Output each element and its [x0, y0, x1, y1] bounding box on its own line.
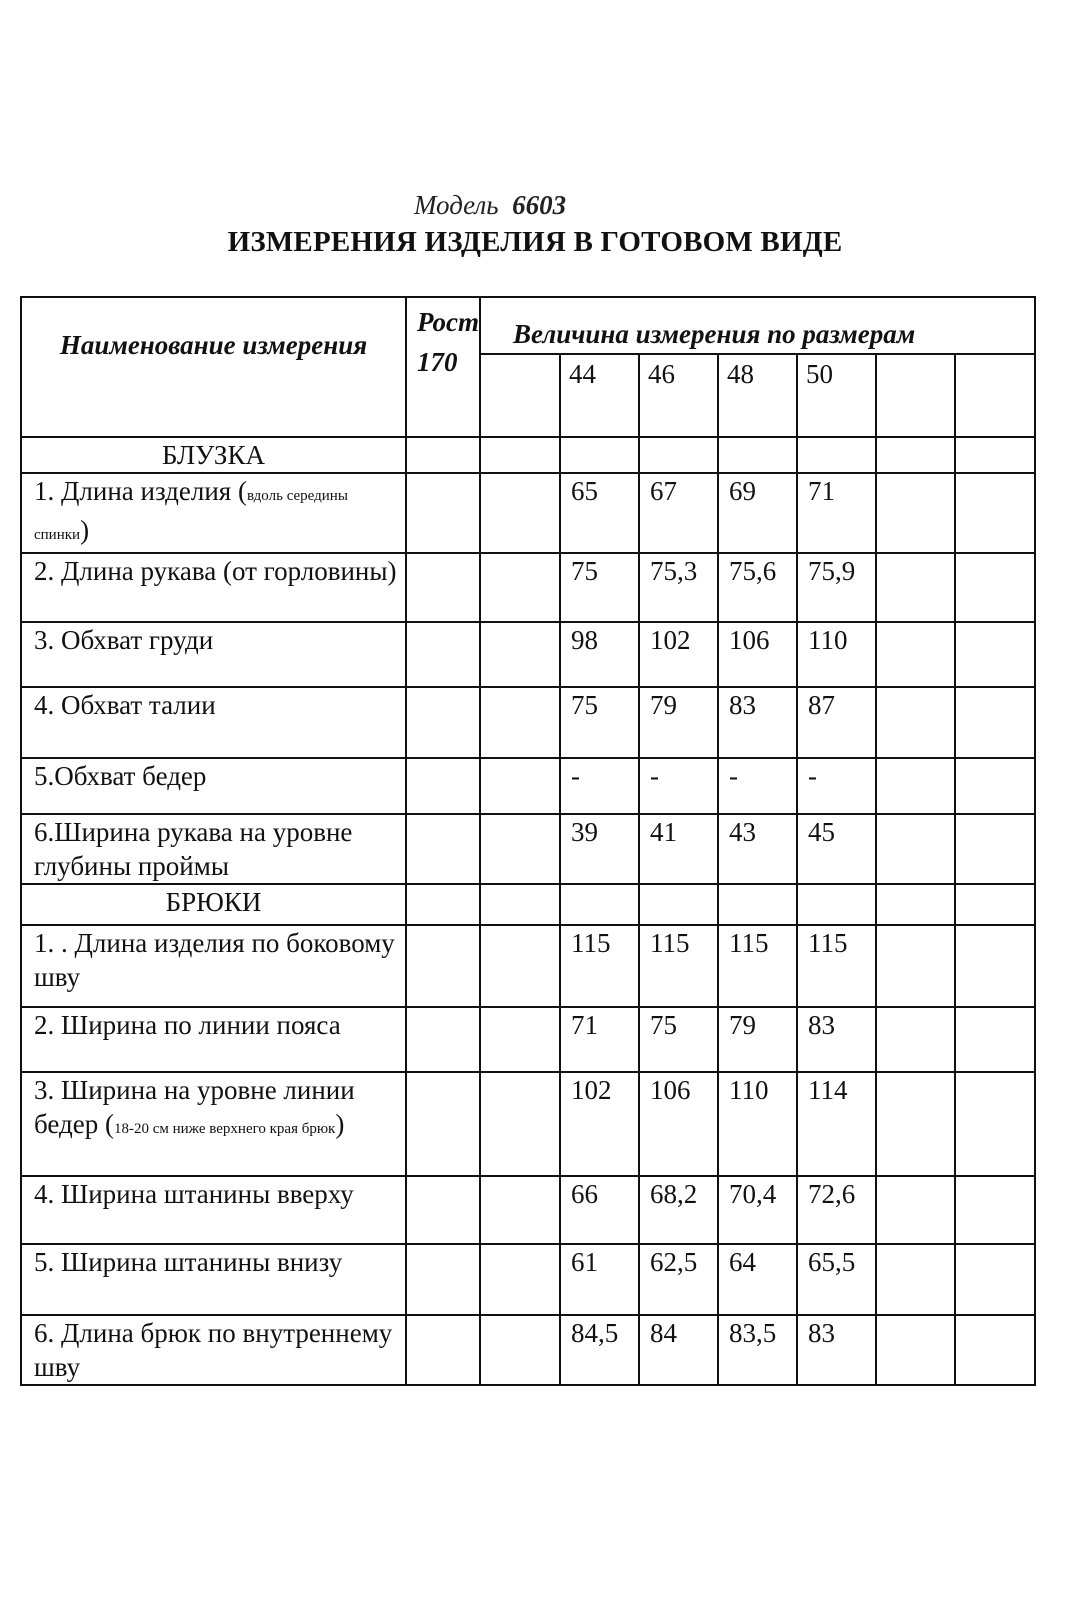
empty-cell [876, 622, 955, 687]
value-cell-size-50: 45 [797, 814, 876, 884]
empty-cell [955, 687, 1035, 758]
rost-cell [406, 1176, 480, 1244]
section-title: БРЮКИ [21, 884, 406, 925]
empty-cell [955, 553, 1035, 622]
value-cell-size-50: 114 [797, 1072, 876, 1176]
empty-cell [480, 437, 560, 473]
value-cell-size-50: 71 [797, 473, 876, 553]
value-cell-size-50: 72,6 [797, 1176, 876, 1244]
empty-cell [480, 814, 560, 884]
value-cell-size-46: 62,5 [639, 1244, 718, 1315]
rost-cell [406, 1244, 480, 1315]
table-row [21, 687, 1035, 758]
empty-cell [480, 884, 560, 925]
rost-cell [406, 1072, 480, 1176]
value-cell-size-48: 110 [718, 1072, 797, 1176]
value-cell-size-50: 87 [797, 687, 876, 758]
value-cell-size-46: 68,2 [639, 1176, 718, 1244]
empty-cell [639, 437, 718, 473]
rost-cell [406, 622, 480, 687]
value-cell-size-50: 115 [797, 925, 876, 1007]
section-row [21, 884, 1035, 925]
empty-cell [876, 758, 955, 814]
table-row [21, 553, 1035, 622]
header-row-1 [21, 297, 1035, 354]
table-row [21, 1244, 1035, 1315]
empty-cell [876, 473, 955, 553]
value-cell-size-50: 83 [797, 1007, 876, 1072]
value-cell-size-44: 39 [560, 814, 639, 884]
rost-cell [406, 553, 480, 622]
table-row [21, 473, 1035, 553]
value-cell-size-44: 98 [560, 622, 639, 687]
measurements-table [20, 296, 1036, 1386]
measurement-label: 6.Ширина рукава на уровне глубины проймы [34, 817, 353, 881]
section-row [21, 437, 1035, 473]
measurement-name [21, 622, 406, 687]
value-cell-size-48: 115 [718, 925, 797, 1007]
rost-value: 170 [417, 347, 458, 377]
measurement-name [21, 758, 406, 814]
measurement-name [21, 925, 406, 1007]
empty-cell [480, 1244, 560, 1315]
measurement-label: 2. Длина рукава (от горловины) [34, 556, 397, 586]
empty-cell [876, 687, 955, 758]
table-row [21, 814, 1035, 884]
empty-cell [480, 925, 560, 1007]
table-row [21, 925, 1035, 1007]
size-cell-empty [955, 354, 1035, 437]
value-cell-size-46: 75,3 [639, 553, 718, 622]
empty-cell [955, 884, 1035, 925]
measurement-note: вдоль середины спинки [34, 488, 348, 543]
value-cell-size-46: 75 [639, 1007, 718, 1072]
value-cell-size-48: 75,6 [718, 553, 797, 622]
model-label: Модель [413, 190, 499, 220]
value-cell-size-50: 83 [797, 1315, 876, 1385]
empty-cell [480, 1007, 560, 1072]
empty-cell [797, 884, 876, 925]
value-cell-size-44: 102 [560, 1072, 639, 1176]
table-row [21, 1315, 1035, 1385]
empty-cell [955, 473, 1035, 553]
value-cell-size-46: 84 [639, 1315, 718, 1385]
value-cell-size-46: 79 [639, 687, 718, 758]
table-row [21, 622, 1035, 687]
value-cell-size-50: 110 [797, 622, 876, 687]
value-cell-size-48: 64 [718, 1244, 797, 1315]
size-50: 50 [797, 354, 876, 437]
measurement-label: 4. Обхват талии [34, 690, 216, 720]
measurement-label: 3. Обхват груди [34, 625, 214, 655]
value-cell-size-48: - [718, 758, 797, 814]
value-cell-size-48: 83,5 [718, 1315, 797, 1385]
model-number: 6603 [512, 190, 567, 220]
empty-cell [876, 1244, 955, 1315]
size-48: 48 [718, 354, 797, 437]
value-cell-size-44: - [560, 758, 639, 814]
empty-cell [718, 437, 797, 473]
value-cell-size-44: 75 [560, 553, 639, 622]
empty-cell [480, 473, 560, 553]
measurement-name [21, 1315, 406, 1385]
measurement-label: 6. Длина брюк по внутреннему шву [34, 1318, 393, 1382]
document-title: ИЗМЕРЕНИЯ ИЗДЕЛИЯ В ГОТОВОМ ВИДЕ [227, 226, 843, 258]
value-cell-size-44: 71 [560, 1007, 639, 1072]
empty-cell [480, 622, 560, 687]
value-cell-size-44: 75 [560, 687, 639, 758]
empty-cell [406, 884, 480, 925]
value-cell-size-46: 41 [639, 814, 718, 884]
empty-cell [480, 687, 560, 758]
rost-cell [406, 814, 480, 884]
empty-cell [560, 437, 639, 473]
value-cell-size-46: 115 [639, 925, 718, 1007]
measurement-name [21, 1072, 406, 1176]
value-cell-size-46: 106 [639, 1072, 718, 1176]
empty-cell [955, 925, 1035, 1007]
table-row [21, 758, 1035, 814]
measurement-label: 1. . Длина изделия по боковому шву [34, 928, 395, 992]
rost-cell [406, 473, 480, 553]
empty-cell [480, 1176, 560, 1244]
empty-cell [876, 1072, 955, 1176]
value-cell-size-44: 66 [560, 1176, 639, 1244]
value-cell-size-48: 69 [718, 473, 797, 553]
empty-cell [480, 1315, 560, 1385]
value-cell-size-44: 61 [560, 1244, 639, 1315]
measurement-label: 4. Ширина штанины вверху [34, 1179, 354, 1209]
table-row [21, 1007, 1035, 1072]
measurement-name [21, 687, 406, 758]
empty-cell [955, 1072, 1035, 1176]
value-cell-size-50: - [797, 758, 876, 814]
measurement-label-end: ) [80, 515, 90, 545]
measurement-name [21, 553, 406, 622]
rost-cell [406, 1315, 480, 1385]
value-cell-size-50: 65,5 [797, 1244, 876, 1315]
empty-cell [876, 437, 955, 473]
measurement-label: 5. Ширина штанины внизу [34, 1247, 343, 1277]
measurement-name [21, 1244, 406, 1315]
rost-label: Рост [417, 307, 480, 337]
empty-cell [876, 1007, 955, 1072]
size-46: 46 [639, 354, 718, 437]
empty-cell [797, 437, 876, 473]
value-cell-size-48: 106 [718, 622, 797, 687]
empty-cell [560, 884, 639, 925]
empty-cell [876, 884, 955, 925]
value-cell-size-44: 65 [560, 473, 639, 553]
model-title [0, 190, 980, 221]
rost-cell [406, 687, 480, 758]
empty-cell [480, 553, 560, 622]
value-cell-size-46: 67 [639, 473, 718, 553]
column-header-values: Величина измерения по размерам [480, 297, 1035, 354]
size-44: 44 [560, 354, 639, 437]
empty-cell [955, 437, 1035, 473]
empty-cell [955, 814, 1035, 884]
empty-cell [718, 884, 797, 925]
value-cell-size-50: 75,9 [797, 553, 876, 622]
measurement-label: 5.Обхват бедер [34, 761, 207, 791]
value-cell-size-48: 79 [718, 1007, 797, 1072]
measurement-label: 1. Длина изделия ( [34, 476, 247, 506]
measurement-note: 18-20 см ниже верхнего края брюк [113, 1121, 336, 1137]
measurement-label-end: ) [335, 1109, 345, 1139]
measurement-name [21, 1007, 406, 1072]
measurement-label: 2. Ширина по линии пояса [34, 1010, 341, 1040]
measurement-label: 3. Ширина на уровне линии бедер ( [34, 1075, 355, 1139]
empty-cell [955, 1315, 1035, 1385]
table-row [21, 1072, 1035, 1176]
table-row [21, 1176, 1035, 1244]
rost-cell [406, 1007, 480, 1072]
rost-cell [406, 758, 480, 814]
empty-cell [876, 1315, 955, 1385]
empty-cell [639, 884, 718, 925]
value-cell-size-48: 43 [718, 814, 797, 884]
column-header-name: Наименование измерения [21, 297, 406, 437]
empty-cell [955, 1244, 1035, 1315]
empty-cell [480, 758, 560, 814]
value-cell-size-48: 70,4 [718, 1176, 797, 1244]
empty-cell [480, 1072, 560, 1176]
size-cell-empty [876, 354, 955, 437]
empty-cell [406, 437, 480, 473]
measurement-name [21, 814, 406, 884]
value-cell-size-44: 115 [560, 925, 639, 1007]
measurement-name [21, 473, 406, 553]
empty-cell [955, 758, 1035, 814]
section-title: БЛУЗКА [21, 437, 406, 473]
value-cell-size-46: 102 [639, 622, 718, 687]
measurement-name [21, 1176, 406, 1244]
value-cell-size-46: - [639, 758, 718, 814]
empty-cell [876, 814, 955, 884]
size-cell-empty [480, 354, 560, 437]
empty-cell [955, 622, 1035, 687]
empty-cell [876, 553, 955, 622]
empty-cell [955, 1176, 1035, 1244]
column-header-rost [406, 297, 480, 437]
rost-cell [406, 925, 480, 1007]
empty-cell [876, 925, 955, 1007]
empty-cell [955, 1007, 1035, 1072]
empty-cell [876, 1176, 955, 1244]
value-cell-size-44: 84,5 [560, 1315, 639, 1385]
value-cell-size-48: 83 [718, 687, 797, 758]
